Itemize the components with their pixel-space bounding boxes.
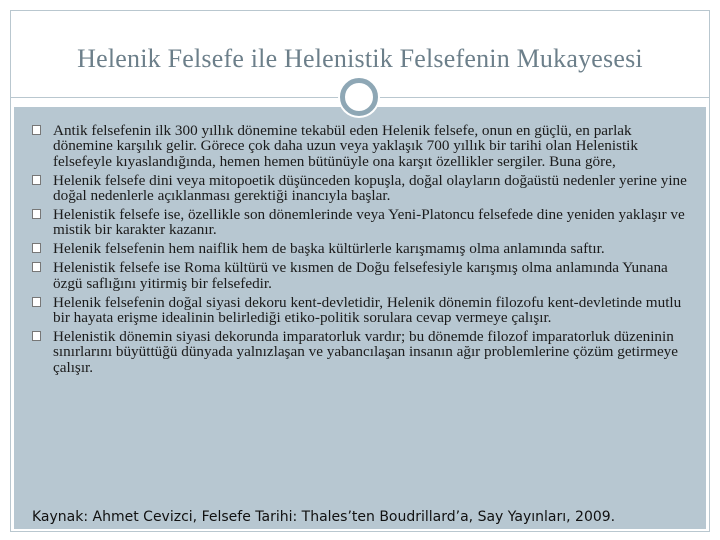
square-bullet-icon <box>32 331 41 341</box>
bullet-text: Helenik felsefenin hem naiflik hem de başka kültürlerle karışmamış olma anlamında saftır. <box>53 240 605 258</box>
bullet-text: Antik felsefenin ilk 300 yıllık dönemine tekabül eden Helenik felsefe, onun en güçlü, en parlak dönemine karşılık gelir. Görece çok daha uzun veya yaklaşık 700 yıllık bir tarihi olan Helenistik felsefeyle kıyaslandığında, hemen hemen bütünüyle ona karşıt özellikler sergiler. Buna göre, <box>53 122 638 170</box>
square-bullet-icon <box>32 262 41 272</box>
bullet-item <box>32 241 692 256</box>
bullet-text: Helenistik felsefe ise, özellikle son dönemlerinde veya Yeni-Platoncu felsefede dine yeniden yaklaşır ve mistik bir karakter kazanır. <box>53 206 685 239</box>
bullet-item <box>32 173 692 204</box>
slide-title: Helenik Felsefe ile Helenistik Felsefenin Mukayesesi <box>77 44 643 73</box>
square-bullet-icon <box>32 125 41 135</box>
bullet-text: Helenik felsefe dini veya mitopoetik düşünceden kopuşla, doğal olayların doğaüstü nedenler yerine yine doğal nedenlerle açıklanması gerektiği inancıyla başlar. <box>53 171 687 205</box>
source-citation: Kaynak: Ahmet Cevizci, Felsefe Tarihi: Thales’ten Boudrillard’a, Say Yayınları, 2009. <box>32 509 616 525</box>
square-bullet-icon <box>32 243 41 253</box>
square-bullet-icon <box>32 209 41 219</box>
bullet-item <box>32 260 692 291</box>
bullet-item <box>32 207 692 238</box>
square-bullet-icon <box>32 175 41 185</box>
ring-ornament-icon <box>340 78 378 116</box>
square-bullet-icon <box>32 297 41 307</box>
bullet-text: Helenistik dönemin siyasi dekorunda imparatorluk vardır; bu dönemde filozof imparatorluk düzeninin sınırlarını büyüttüğü dünyada yalnızlaşan ve yabancılaşan insanın ağır problemlerine çözüm getirmeye çalışır. <box>53 327 679 376</box>
bullet-item <box>32 295 692 326</box>
bullet-text: Helenik felsefenin doğal siyasi dekoru kent-devletidir, Helenik dönemin filozofu kent-devletinde mutlu bir hayata erişme idealinin belirlediği etiko-politik sorulara cevap vermeye çalışır. <box>53 293 682 326</box>
bullet-list <box>32 123 692 379</box>
bullet-item <box>32 123 692 169</box>
bullet-item <box>32 329 692 375</box>
bullet-text: Helenistik felsefe ise Roma kültürü ve kısmen de Doğu felsefesiyle karışmış olma anlamında Yunana özgü saflığını yitirmiş bir felsefedir. <box>53 259 668 292</box>
